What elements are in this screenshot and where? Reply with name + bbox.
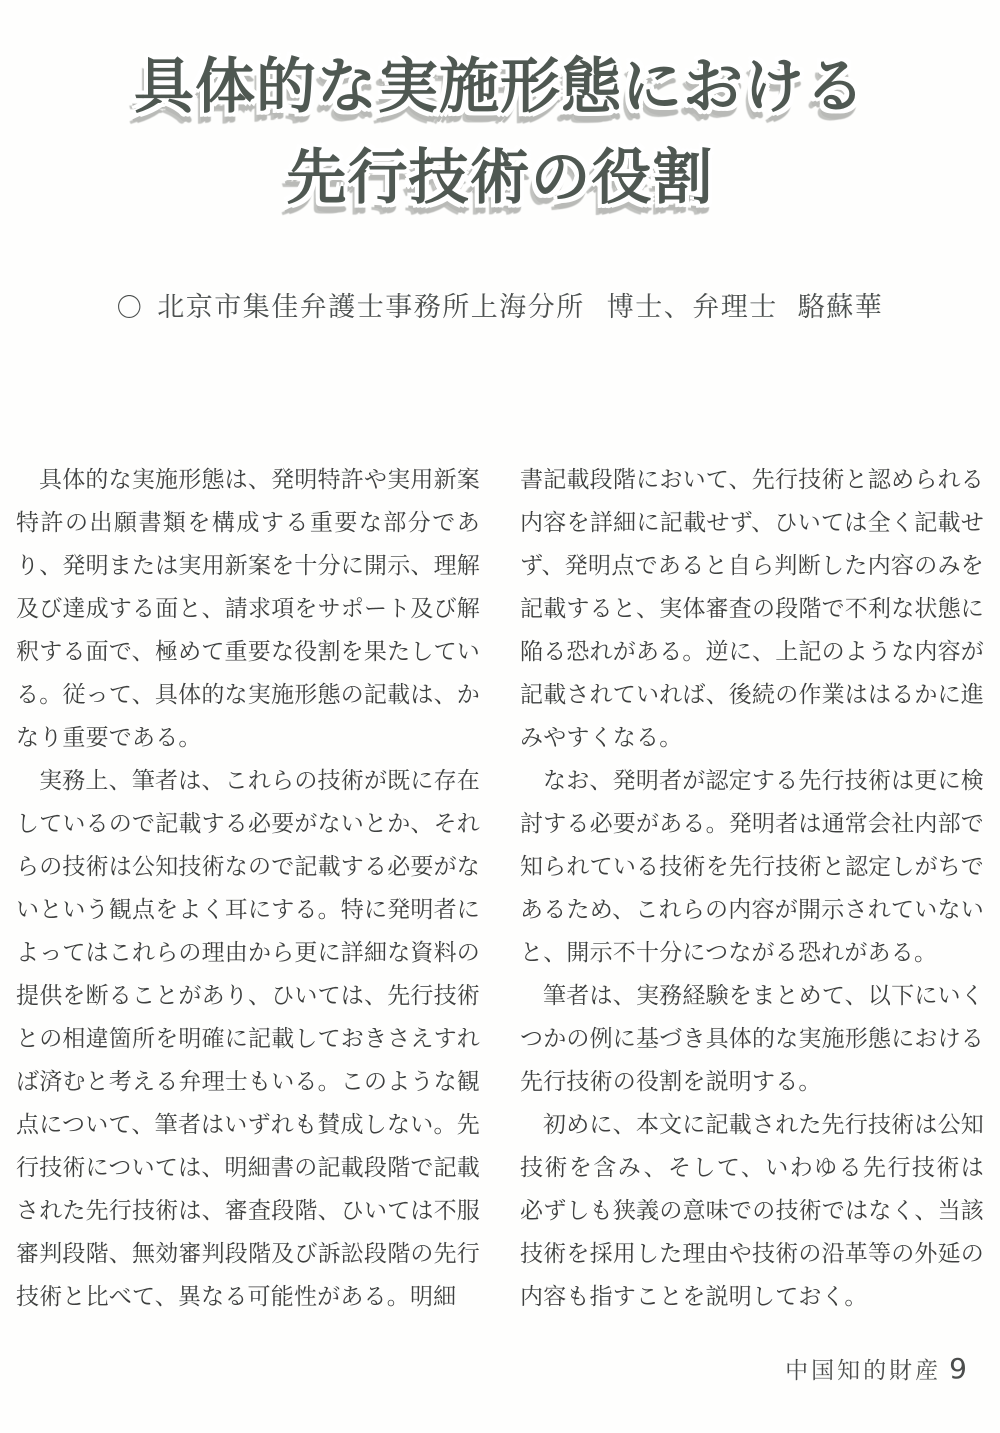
page-footer (785, 1352, 967, 1385)
page-number: 9 (949, 1352, 967, 1385)
article-title (0, 42, 1000, 224)
left-column (16, 458, 480, 1318)
body-columns (16, 458, 984, 1318)
paragraph-5: 初めに、本文に記載された先行技術は公知技術を含み、そして、いわゆる先行技術は必ずしも狭義の意味での技術ではなく、当該技術を採用した理由や技術の沿革等の外延の内容も指すことを説明しておく。 (520, 1112, 984, 1309)
author-name: 駱蘇華 (797, 292, 884, 323)
paragraph-3: なお、発明者が認定する先行技術は更に検討する必要がある。発明者は通常会社内部で知られている技術を先行技術と認定しがちであるため、これらの内容が開示されていないと、開示不十分につながる恐れがある。 (520, 768, 984, 965)
author-line (0, 288, 1000, 328)
paragraph-2: 実務上、筆者は、これらの技術が既に存在しているので記載する必要がないとか、それらの技術は公知技術なので記載する必要がないという観点をよく耳にする。特に発明者によってはこれらの理由から更に詳細な資料の提供を断ることがあり、ひいては、先行技術との相違箇所を明確に記載しておきさえすれば済むと考える弁理士もいる。このような観点について、筆者はいずれも賛成しない。先行技術については、明細書の記載段階で記載された先行技術は、審査段階、ひいては不服審判段階、無効審判段階及び訴訟段階の先行技術と比べて、異なる可能性がある。明細 (16, 768, 480, 1309)
author-affiliation: 北京市集佳弁護士事務所上海分所 (157, 292, 585, 323)
journal-name: 中国知的財産 (785, 1358, 942, 1383)
right-column (520, 458, 984, 1318)
paragraph-1: 具体的な実施形態は、発明特許や実用新案特許の出願書類を構成する重要な部分であり、発明または実用新案を十分に開示、理解及び達成する面と、請求項をサポート及び解釈する面で、極めて重要な役割を果たしている。従って、具体的な実施形態の記載は、かなり重要である。 (16, 467, 480, 750)
paragraph-2-continued: 書記載段階において、先行技術と認められる内容を詳細に記載せず、ひいては全く記載せず、発明点であると自ら判断した内容のみを記載すると、実体審査の段階で不利な状態に陥る恐れがある。逆に、上記のような内容が記載されていれば、後続の作業ははるかに進みやすくなる。 (520, 467, 984, 750)
author-credentials: 博士、弁理士 (606, 292, 778, 323)
article-title-line-1: 具体的な実施形態における (134, 52, 866, 123)
article-title-line-2: 先行技術の役割 (286, 143, 714, 214)
paragraph-4: 筆者は、実務経験をまとめて、以下にいくつかの例に基づき具体的な実施形態における先行技術の役割を説明する。 (520, 983, 984, 1094)
author-circle-marker-icon: 〇 (116, 293, 144, 322)
